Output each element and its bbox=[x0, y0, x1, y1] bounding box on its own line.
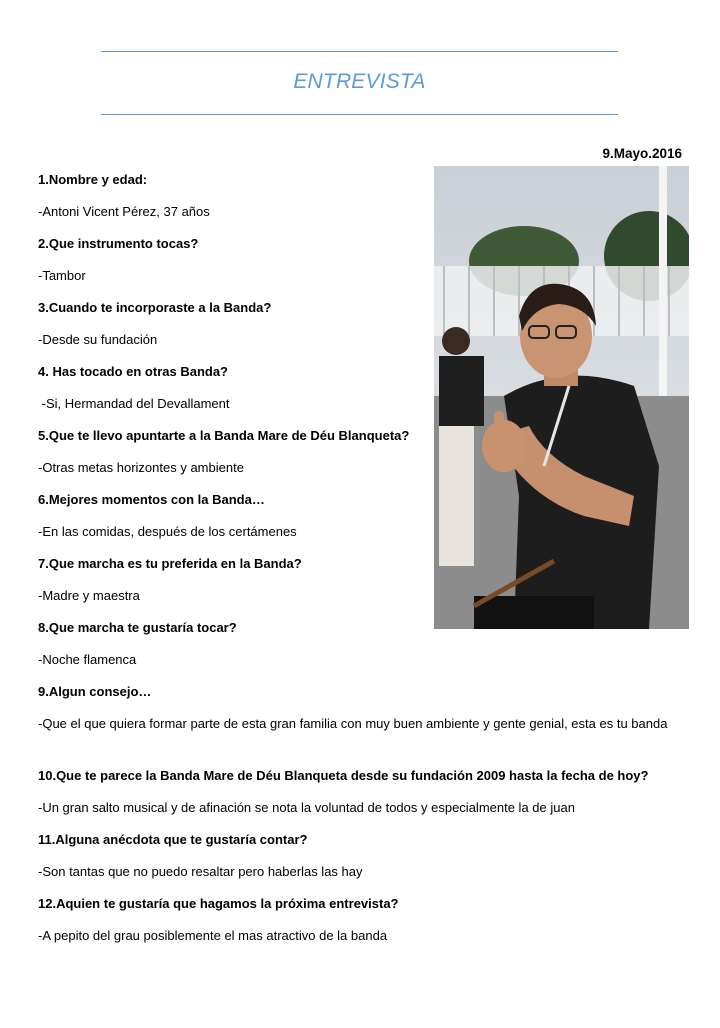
question: 12.Aquien te gustaría que hagamos la próxima entrevista? bbox=[38, 896, 399, 911]
qa-item bbox=[38, 362, 688, 414]
question: 5.Que te llevo apuntarte a la Banda Mare de Déu Blanqueta? bbox=[38, 428, 410, 443]
qa-item bbox=[38, 830, 688, 882]
question: 10.Que te parece la Banda Mare de Déu Blanqueta desde su fundación 2009 hasta la fecha de hoy? bbox=[38, 768, 649, 783]
answer: -A pepito del grau posiblemente el mas atractivo de la banda bbox=[38, 928, 388, 943]
answer: -Madre y maestra bbox=[38, 588, 140, 603]
answer: -Que el que quiera formar parte de esta gran familia con muy buen ambiente y gente genial, esta es tu banda bbox=[38, 716, 668, 731]
answer: -Antoni Vicent Pérez, 37 años bbox=[38, 204, 210, 219]
interview-date: 9.Mayo.2016 bbox=[602, 146, 682, 161]
question: 2.Que instrumento tocas? bbox=[38, 236, 199, 251]
qa-item bbox=[38, 554, 688, 606]
question: 1.Nombre y edad: bbox=[38, 172, 148, 187]
question: 11.Alguna anécdota que te gustaría contar? bbox=[38, 832, 308, 847]
answer: -Un gran salto musical y de afinación se nota la voluntad de todos y especialmente la de juan bbox=[38, 800, 575, 815]
answer: -En las comidas, después de los certámenes bbox=[38, 524, 297, 539]
qa-item bbox=[38, 490, 688, 542]
header-rule-bottom bbox=[101, 114, 618, 115]
answer: -Desde su fundación bbox=[38, 332, 158, 347]
answer: -Tambor bbox=[38, 268, 86, 283]
qa-item bbox=[38, 682, 688, 754]
qa-item bbox=[38, 894, 688, 946]
qa-list bbox=[38, 170, 688, 946]
page-title: ENTREVISTA bbox=[293, 70, 426, 93]
question: 3.Cuando te incorporaste a la Banda? bbox=[38, 300, 272, 315]
answer: -Noche flamenca bbox=[38, 652, 137, 667]
header-rule-top bbox=[101, 51, 618, 52]
question: 4. Has tocado en otras Banda? bbox=[38, 364, 228, 379]
answer: -Son tantas que no puedo resaltar pero haberlas las hay bbox=[38, 864, 363, 879]
qa-item bbox=[38, 766, 688, 818]
question: 9.Algun consejo… bbox=[38, 684, 152, 699]
question: 7.Que marcha es tu preferida en la Banda? bbox=[38, 556, 302, 571]
qa-item bbox=[38, 170, 688, 222]
qa-item bbox=[38, 618, 688, 670]
question: 6.Mejores momentos con la Banda… bbox=[38, 492, 265, 507]
answer: -Otras metas horizontes y ambiente bbox=[38, 460, 244, 475]
qa-item bbox=[38, 298, 688, 350]
qa-item bbox=[38, 234, 688, 286]
qa-item bbox=[38, 426, 688, 478]
answer: -Si, Hermandad del Devallament bbox=[38, 396, 230, 411]
question: 8.Que marcha te gustaría tocar? bbox=[38, 620, 237, 635]
